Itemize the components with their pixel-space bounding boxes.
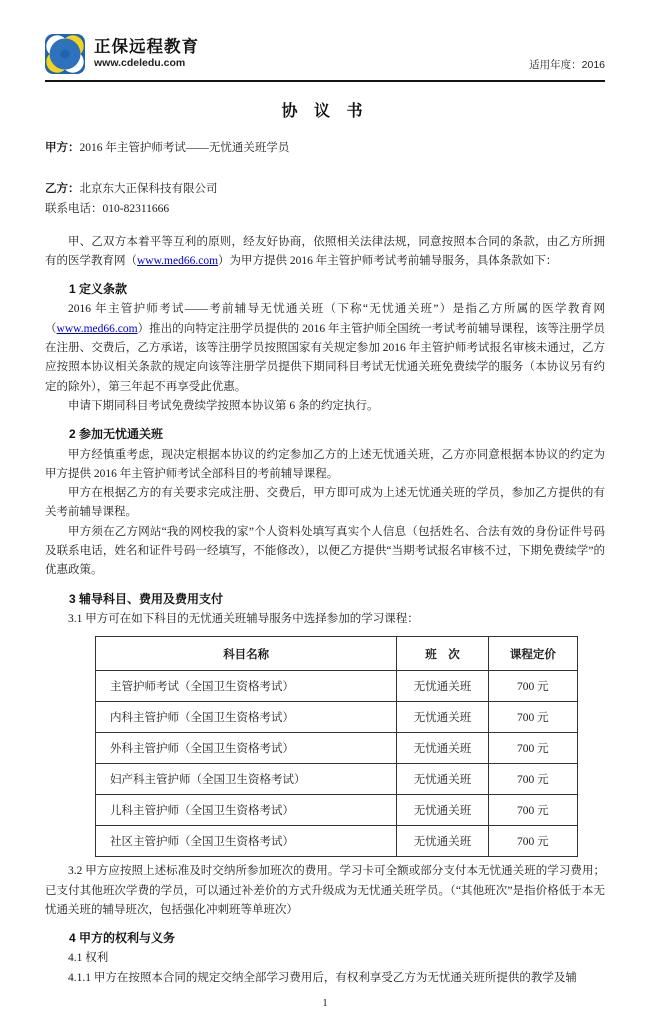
cell-price: 700 元	[488, 826, 577, 857]
section-1-heading: 1 定义条款	[69, 282, 128, 297]
med66-link[interactable]: www.med66.com	[137, 254, 219, 267]
cell-price: 700 元	[488, 702, 577, 733]
section-3-paragraph-1: 3.1 甲方可在如下科目的无忧通关班辅导服务中选择参加的学习课程：	[68, 612, 419, 625]
cell-class: 无忧通关班	[397, 671, 488, 702]
party-b-value: 北京东大正保科技有限公司	[79, 182, 218, 195]
cell-class: 无忧通关班	[397, 733, 488, 764]
section-1-paragraph-2: 申请下期同科目考试免费续学按照本协议第 6 条的约定执行。	[68, 400, 379, 413]
brand-text	[94, 38, 199, 69]
intro-text-pre: 甲、乙双方本着平等互利的原则，经友好协商，依照相关法律法规，同意按照本合同的条款，由乙方所拥有的医学教育网（	[45, 235, 605, 267]
table-row	[96, 733, 578, 764]
cell-subject: 儿科主管护师（全国卫生资格考试）	[96, 795, 397, 826]
intro-paragraph	[45, 233, 605, 272]
intro-text-post: ）为甲方提供 2016 年主管护师考试考前辅导服务，具体条款如下：	[218, 254, 558, 267]
party-b-label: 乙方：	[45, 182, 80, 195]
section-1-text-pre: 2016 年主管护师考试——考前辅导无忧通关班（下称“无忧通关班”）是指乙方所属的医学教育网（	[45, 303, 605, 335]
cell-class: 无忧通关班	[397, 764, 488, 795]
section-2-paragraph-3: 甲方须在乙方网站“我的网校我的家”个人资料处填写真实个人信息（包括姓名、合法有效的身份证件号码及联系电话，姓名和证件号码一经填写，不能修改），以便乙方提供“当期考试报名审核不过，下期免费续学”的优惠政策。	[45, 525, 605, 577]
cell-subject: 社区主管护师（全国卫生资格考试）	[96, 826, 397, 857]
table-header-row	[96, 637, 578, 671]
column-header-subject: 科目名称	[96, 637, 397, 671]
column-header-class: 班 次	[397, 637, 488, 671]
brand-block	[45, 34, 199, 74]
section-1-paragraph-1	[45, 300, 605, 397]
section-2-paragraph-2: 甲方在根据乙方的有关要求完成注册、交费后，甲方即可成为上述无忧通关班的学员，参加乙方提供的有关考前辅导课程。	[45, 487, 605, 519]
page-number: 1	[322, 996, 328, 1009]
table-row	[96, 671, 578, 702]
cell-price: 700 元	[488, 795, 577, 826]
brand-url: www.cdeledu.com	[94, 57, 186, 70]
cell-subject: 外科主管护师（全国卫生资格考试）	[96, 733, 397, 764]
section-2-paragraph-1: 甲方经慎重考虑，现决定根据本协议的约定参加乙方的上述无忧通关班，乙方亦同意根据本协议的约定为甲方提供 2016 年主管护师考试全部科目的考前辅导课程。	[45, 448, 605, 480]
applicable-year-note: 适用年度：2016	[529, 59, 605, 71]
cell-price: 700 元	[488, 764, 577, 795]
column-header-price: 课程定价	[488, 637, 577, 671]
section-3-heading: 3 辅导科目、费用及费用支付	[69, 591, 224, 606]
cell-price: 700 元	[488, 671, 577, 702]
party-b-line	[45, 180, 605, 200]
section-4-paragraph-1: 4.1 权利	[68, 952, 109, 965]
table-row	[96, 764, 578, 795]
document-header	[45, 34, 605, 82]
party-a-label: 甲方：	[45, 142, 80, 154]
party-a-line	[45, 139, 605, 159]
brand-name: 正保远程教育	[94, 38, 199, 57]
section-2-heading: 2 参加无忧通关班	[69, 427, 164, 442]
page-title: 协 议 书	[281, 103, 369, 120]
cell-price: 700 元	[488, 733, 577, 764]
section-4-heading: 4 甲方的权利与义务	[69, 931, 176, 946]
cell-subject: 主管护师考试（全国卫生资格考试）	[96, 671, 397, 702]
cell-subject: 内科主管护师（全国卫生资格考试）	[96, 702, 397, 733]
course-price-table	[95, 636, 578, 857]
cell-class: 无忧通关班	[397, 826, 488, 857]
contact-phone-line: 联系电话：010-82311666	[45, 203, 170, 216]
cell-class: 无忧通关班	[397, 795, 488, 826]
swirl-logo-icon	[45, 34, 85, 74]
section-1-text-post: ）推出的向特定注册学员提供的 2016 年主管护师全国统一考试考前辅导课程，该等注册学员在注册、交费后，乙方承诺，该等注册学员按照国家有关规定参加 2016 年主管护师考试报名审核未通过，乙方应按照本协议相关条款的规定向该等注册学员提供下期同科目考试无忧通关班免费续学的服务（本协议另有约定的除外），第三年起不再享受此优惠。	[45, 322, 606, 393]
table-row	[96, 795, 578, 826]
table-row	[96, 702, 578, 733]
cell-class: 无忧通关班	[397, 702, 488, 733]
med66-link-2[interactable]: www.med66.com	[56, 322, 138, 335]
party-a-value: 2016 年主管护师考试——无忧通关班学员	[79, 142, 290, 154]
cell-subject: 妇产科主管护师（全国卫生资格考试）	[96, 764, 397, 795]
table-row	[96, 826, 578, 857]
section-3-paragraph-2: 3.2 甲方应按照上述标准及时交纳所参加班次的费用。学习卡可全额或部分支付本无忧通关班的学习费用；已支付其他班次学费的学员，可以通过补差价的方式升级成为无忧通关班学员。（“其他班次”是指价格低于本无忧通关班的辅导班次，包括强化冲刺班等单班次）	[45, 865, 605, 916]
section-4-paragraph-2: 4.1.1 甲方在按照本合同的规定交纳全部学习费用后，有权利享受乙方为无忧通关班所提供的教学及辅	[68, 971, 577, 984]
